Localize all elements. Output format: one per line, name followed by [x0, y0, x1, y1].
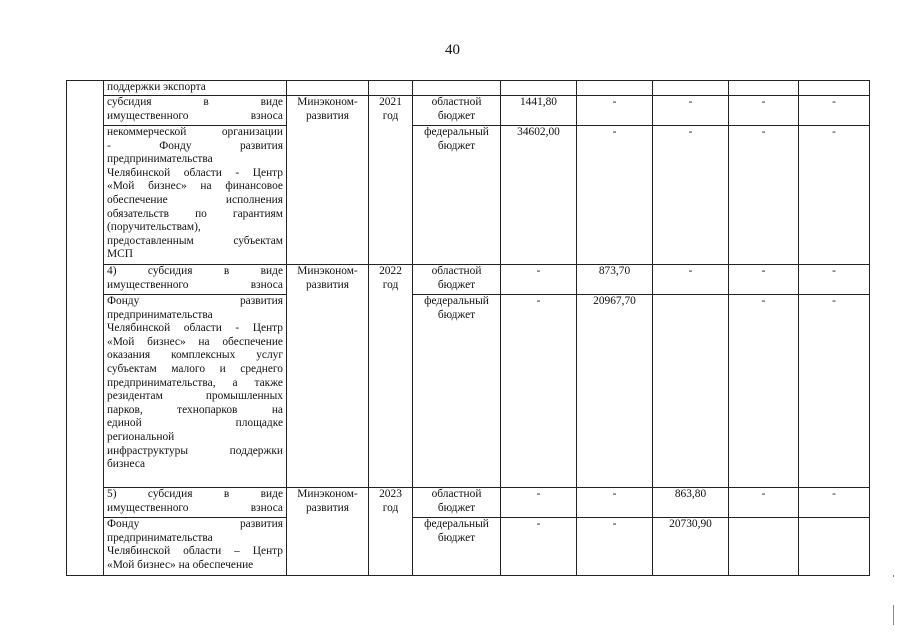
- amount-cell: [799, 81, 870, 96]
- amount-regional-cell: -: [653, 96, 729, 126]
- source-federal-cell: федеральный бюджет: [413, 295, 501, 488]
- table-row-item5-federal: [67, 518, 870, 576]
- description-cell: [104, 295, 287, 488]
- year-cell: 2022 год: [369, 265, 413, 488]
- description-cell: [104, 81, 287, 96]
- description-line: субсидия в виде: [107, 96, 283, 108]
- description-line: 5) субсидия в виде: [107, 488, 283, 500]
- description-line: - Фонду развития: [107, 139, 283, 152]
- amount-regional-cell: -: [729, 96, 799, 126]
- description-line: парков, технопарков на: [107, 403, 283, 416]
- description-line: субъектам малого и среднего: [107, 362, 283, 375]
- amount-federal-cell: [653, 295, 729, 488]
- amount-federal-cell: -: [577, 126, 653, 265]
- description-text: поддержки экспорта: [107, 81, 206, 93]
- description-line: предоставленным субъектам: [107, 234, 283, 247]
- amount-federal-cell: -: [799, 295, 870, 488]
- amount-federal-cell: -: [729, 295, 799, 488]
- executor-cell: Минэконом-развития: [287, 488, 369, 576]
- source-regional-cell: областной бюджет: [413, 488, 501, 518]
- description-line: МСП: [107, 248, 133, 261]
- amount-federal-cell: -: [501, 518, 577, 576]
- amount-federal-cell: 34602,00: [501, 126, 577, 265]
- description-line: «Мой бизнес» на обеспечение: [107, 558, 254, 571]
- amount-cell: [653, 81, 729, 96]
- year-cell: 2023 год: [369, 488, 413, 576]
- amount-federal-cell: 20967,70: [577, 295, 653, 488]
- amount-regional-cell: -: [729, 265, 799, 295]
- description-line: Фонду развития: [107, 295, 283, 307]
- source-federal-cell: федеральный бюджет: [413, 126, 501, 265]
- description-line: предпринимательства, а также: [107, 376, 283, 389]
- page-number: 40: [445, 42, 460, 58]
- description-line: имущественного взноса: [107, 278, 283, 291]
- description-line: имущественного взноса: [107, 109, 283, 122]
- amount-federal-cell: 20730,90: [653, 518, 729, 576]
- description-line: предпринимательства: [107, 308, 213, 321]
- amount-regional-cell: -: [577, 96, 653, 126]
- description-line: «Мой бизнес» на обеспечение: [107, 335, 283, 348]
- amount-regional-cell: -: [729, 488, 799, 518]
- description-cell: [104, 488, 287, 518]
- source-regional-cell: областной бюджет: [413, 265, 501, 295]
- description-line: инфраструктуры поддержки: [107, 444, 283, 457]
- description-line: единой площадке: [107, 417, 283, 430]
- description-line: бизнеса: [107, 458, 146, 471]
- executor-cell: Минэконом-развития: [287, 96, 369, 265]
- description-cell: [104, 518, 287, 576]
- amount-regional-cell: 863,80: [653, 488, 729, 518]
- description-line: предпринимательства: [107, 153, 213, 166]
- description-line: Челябинской области – Центр: [107, 545, 283, 558]
- amount-federal-cell: [799, 518, 870, 576]
- description-line: 4) субсидия в виде: [107, 265, 283, 277]
- description-line: Фонду развития: [107, 518, 283, 530]
- description-cell: [104, 126, 287, 265]
- table-row-item4-regional: [67, 265, 870, 295]
- source-regional-cell: областной бюджет: [413, 96, 501, 126]
- amount-cell: [577, 81, 653, 96]
- source-federal-cell: федеральный бюджет: [413, 518, 501, 576]
- table-row-item4-federal: [67, 295, 870, 488]
- amount-cell: [729, 81, 799, 96]
- description-line: имущественного взноса: [107, 501, 283, 514]
- description-line: обязательств по гарантиям: [107, 207, 283, 220]
- amount-regional-cell: -: [799, 488, 870, 518]
- description-line: оказания комплексных услуг: [107, 349, 283, 362]
- executor-cell: Минэконом-развития: [287, 265, 369, 488]
- description-line: некоммерческой организации: [107, 126, 283, 138]
- amount-regional-cell: -: [799, 96, 870, 126]
- amount-regional-cell: 873,70: [577, 265, 653, 295]
- amount-federal-cell: [729, 518, 799, 576]
- description-line: предпринимательства: [107, 531, 213, 544]
- description-cell: [104, 265, 287, 295]
- row-number-cell: [67, 81, 104, 576]
- table-row-item3-federal: [67, 126, 870, 265]
- description-line: Челябинской области - Центр: [107, 166, 283, 179]
- table-row-item5-regional: [67, 488, 870, 518]
- amount-regional-cell: -: [501, 265, 577, 295]
- table-row-item3-regional: [67, 96, 870, 126]
- amount-federal-cell: -: [577, 518, 653, 576]
- amount-cell: [501, 81, 577, 96]
- description-line: «Мой бизнес» на финансовое: [107, 180, 283, 193]
- amount-federal-cell: -: [729, 126, 799, 265]
- description-cell: [104, 96, 287, 126]
- executor-cell: [287, 81, 369, 96]
- amount-federal-cell: -: [501, 295, 577, 488]
- scan-margin-marks: [893, 575, 895, 625]
- amount-regional-cell: 1441,80: [501, 96, 577, 126]
- amount-regional-cell: -: [577, 488, 653, 518]
- amount-federal-cell: -: [653, 126, 729, 265]
- description-line: региональной: [107, 430, 175, 443]
- year-cell: 2021 год: [369, 96, 413, 265]
- table-row-export: [67, 81, 870, 96]
- amount-regional-cell: -: [799, 265, 870, 295]
- year-cell: [369, 81, 413, 96]
- amount-federal-cell: -: [799, 126, 870, 265]
- amount-regional-cell: -: [501, 488, 577, 518]
- description-line: Челябинской области - Центр: [107, 322, 283, 335]
- budget-table: [66, 80, 870, 576]
- amount-regional-cell: -: [653, 265, 729, 295]
- source-cell: [413, 81, 501, 96]
- description-line: (поручительствам),: [107, 221, 201, 234]
- description-line: резидентам промышленных: [107, 390, 283, 403]
- description-line: обеспечение исполнения: [107, 193, 283, 206]
